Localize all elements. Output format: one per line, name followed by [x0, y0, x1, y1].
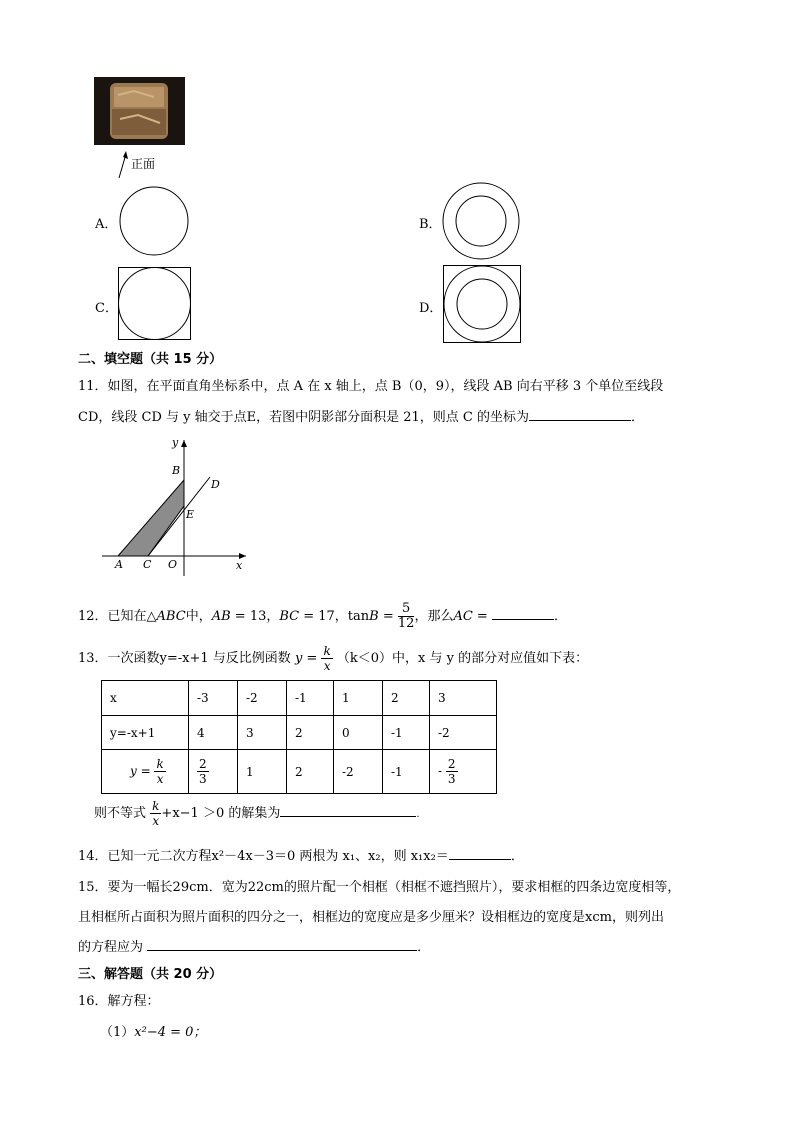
- point-a-label: A: [115, 558, 123, 571]
- q11-line1: 11．如图，在平面直角坐标系中，点 A 在 x 轴上，点 B（0，9），线段 AB 向右平移 3 个单位至线段: [78, 379, 664, 394]
- q13-value-table: [101, 680, 497, 794]
- q13-inequality: 则不等式 $\frac{k}{x}$ +x−1 ＞0 的解集为 .: [94, 799, 420, 828]
- option-a-label: A．: [95, 217, 118, 232]
- q13-stem: 13．一次函数y=-x+1 与反比例函数 y = $\frac{k}{x}$ （k＜0）中，x 与 y 的部分对应值如下表：: [78, 644, 589, 673]
- point-b-label: B: [172, 464, 181, 477]
- option-d-figure: [443, 265, 521, 343]
- q12-answer-blank[interactable]: [492, 607, 554, 620]
- q12-tan-fraction: $\frac{5}{12}$: [397, 601, 415, 631]
- q15-line1: 15．要为一幅长29cm．宽为22cm的照片配一个相框（相框不遮挡照片），要求相框的四条边宽度相等，: [78, 880, 681, 895]
- q14: 14．已知一元二次方程x²－4x－3＝0 两根为 x₁、x₂，则 x₁x₂＝ ．: [78, 849, 524, 864]
- y-axis-label: y: [172, 436, 179, 449]
- table-row: y = $\frac{k}{x}$ $\frac{2}{3}$ 1 2 -2 -1 - $\frac{2}{3}$: [102, 750, 497, 794]
- q12: 12．已知在△ABC中，AB = 13，BC = 17，tanB = $\frac{5}{12}$ ，那么AC = ．: [78, 601, 567, 631]
- q15-line3: 的方程应为 ．: [78, 940, 431, 955]
- table-row: x -3 -2 -1 1 2 3: [102, 681, 497, 716]
- point-d-label: D: [211, 478, 220, 491]
- q11-coordinate-figure: [98, 436, 250, 576]
- point-e-label: E: [186, 508, 195, 521]
- option-c-label: C．: [95, 301, 118, 316]
- point-c-label: C: [143, 558, 152, 571]
- arrow-icon: [115, 150, 129, 180]
- section-2-heading: 二、填空题（共 15 分）: [78, 352, 223, 367]
- section-3-heading: 三、解答题（共 20 分）: [78, 967, 223, 982]
- q13-answer-blank[interactable]: [280, 804, 416, 817]
- jade-seal-photo: [94, 77, 185, 145]
- point-o-label: O: [168, 558, 178, 571]
- option-a-figure: [118, 185, 190, 257]
- q16-part1: （1）x²−4 = 0；: [100, 1025, 207, 1040]
- q11-line2: CD，线段 CD 与 y 轴交于点E，若图中阴影部分面积是 21，则点 C 的坐标为 ．: [78, 410, 645, 425]
- q11-answer-blank[interactable]: [529, 408, 631, 421]
- photo-caption: 正面: [131, 157, 156, 171]
- table-row: y=-x+1 4 3 2 0 -1 -2: [102, 716, 497, 750]
- x-axis-label: x: [236, 559, 243, 572]
- q16-stem: 16．解方程：: [78, 994, 160, 1009]
- option-b-label: B．: [419, 217, 442, 232]
- q15-line2: 且相框所占面积为照片面积的四分之一，相框边的宽度应是多少厘米？设相框边的宽度是xcm，则列出: [78, 910, 664, 925]
- option-b-figure: [441, 181, 521, 261]
- q14-answer-blank[interactable]: [449, 847, 511, 860]
- q15-answer-blank[interactable]: [147, 938, 417, 951]
- option-c-figure: [118, 267, 191, 340]
- option-d-label: D．: [419, 301, 443, 316]
